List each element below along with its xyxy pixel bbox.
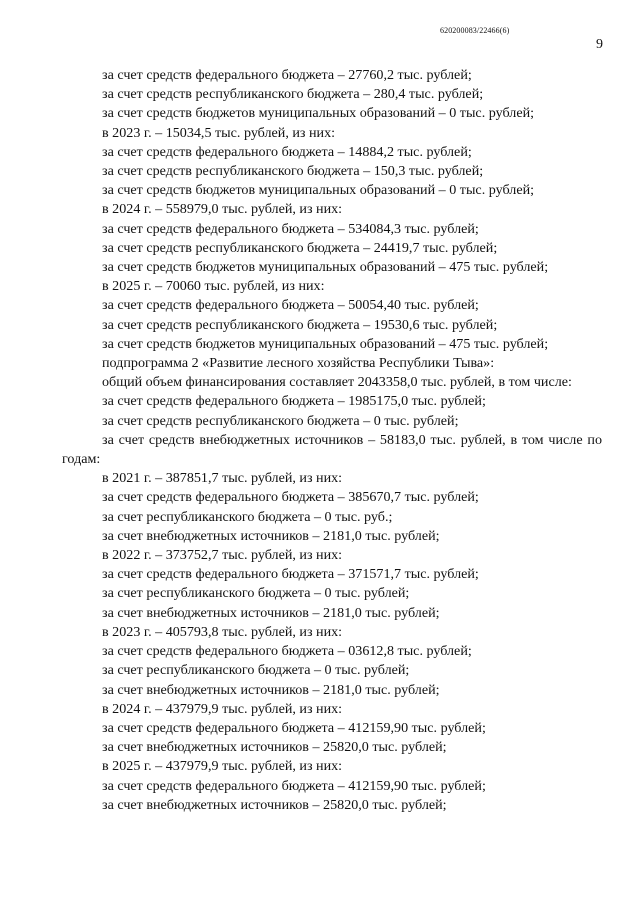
text-line: за счет средств республиканского бюджета – 0 тыс. рублей;: [102, 412, 459, 429]
wrapped-paragraph: за счет средств внебюджетных источников – 58183,0 тыс. рублей, в том числе по годам:: [62, 431, 602, 468]
text-line: за счет средств федерального бюджета – 27760,2 тыс. рублей;: [102, 67, 472, 83]
text-line: в 2023 г. – 405793,8 тыс. рублей, из них:: [102, 623, 343, 640]
text-line: за счет средств бюджетов муниципальных образований – 0 тыс. рублей;: [102, 182, 535, 199]
text-line: за счет внебюджетных источников – 2181,0 тыс. рублей;: [102, 681, 440, 698]
text-line: за счет внебюджетных источников – 2181,0 тыс. рублей;: [102, 604, 440, 621]
text-line: в 2025 г. – 70060 тыс. рублей, из них:: [102, 278, 325, 295]
text-line: за счет средств федерального бюджета – 14884,2 тыс. рублей;: [102, 143, 472, 160]
text-line: за счет республиканского бюджета – 0 тыс. рублей;: [102, 662, 410, 679]
text-line: за счет средств федерального бюджета – 385670,7 тыс. рублей;: [102, 489, 479, 506]
text-line: за счет средств федерального бюджета – 50054,40 тыс. рублей;: [102, 297, 479, 314]
text-line: за счет средств бюджетов муниципальных образований – 0 тыс. рублей;: [102, 105, 535, 122]
document-body: [62, 66, 602, 815]
text-line: за счет средств бюджетов муниципальных образований – 475 тыс. рублей;: [102, 335, 549, 352]
text-line: в 2022 г. – 373752,7 тыс. рублей, из них:: [102, 547, 343, 564]
text-line: за счет внебюджетных источников – 2181,0 тыс. рублей;: [102, 527, 440, 544]
text-line: в 2024 г. – 558979,0 тыс. рублей, из них:: [102, 201, 343, 218]
document-code: 620200083/22466(6): [440, 26, 510, 35]
text-line: за счет средств федерального бюджета – 1985175,0 тыс. рублей;: [102, 393, 486, 410]
text-line: за счет средств федерального бюджета – 03612,8 тыс. рублей;: [102, 643, 472, 660]
subprogram-heading: подпрограмма 2 «Развитие лесного хозяйства Республики Тыва»:: [102, 355, 495, 372]
text-line: за счет средств федерального бюджета – 371571,7 тыс. рублей;: [102, 566, 479, 583]
text-line: за счет республиканского бюджета – 0 тыс. руб.;: [102, 508, 393, 525]
text-line: за счет республиканского бюджета – 0 тыс. рублей;: [102, 585, 410, 602]
text-line: в 2023 г. – 15034,5 тыс. рублей, из них:: [102, 124, 336, 141]
text-line: за счет средств республиканского бюджета – 280,4 тыс. рублей;: [102, 86, 484, 103]
text-line: за счет средств бюджетов муниципальных образований – 475 тыс. рублей;: [102, 259, 549, 276]
text-line: в 2024 г. – 437979,9 тыс. рублей, из них:: [102, 700, 343, 717]
text-line: общий объем финансирования составляет 2043358,0 тыс. рублей, в том числе:: [102, 374, 572, 391]
text-line: за счет средств федерального бюджета – 412159,90 тыс. рублей;: [102, 719, 486, 736]
text-line: за счет внебюджетных источников – 25820,0 тыс. рублей;: [102, 739, 447, 756]
page-number: 9: [596, 37, 603, 52]
text-line: за счет внебюджетных источников – 25820,0 тыс. рублей;: [102, 796, 447, 813]
text-line: за счет средств федерального бюджета – 534084,3 тыс. рублей;: [102, 220, 479, 237]
text-line: в 2025 г. – 437979,9 тыс. рублей, из них:: [102, 758, 343, 775]
text-line: за счет средств республиканского бюджета – 150,3 тыс. рублей;: [102, 163, 484, 180]
text-line: в 2021 г. – 387851,7 тыс. рублей, из них:: [102, 470, 343, 487]
text-line: за счет средств республиканского бюджета – 19530,6 тыс. рублей;: [102, 316, 498, 333]
text-line: за счет средств республиканского бюджета – 24419,7 тыс. рублей;: [102, 239, 498, 256]
text-line: за счет средств федерального бюджета – 412159,90 тыс. рублей;: [102, 777, 486, 794]
